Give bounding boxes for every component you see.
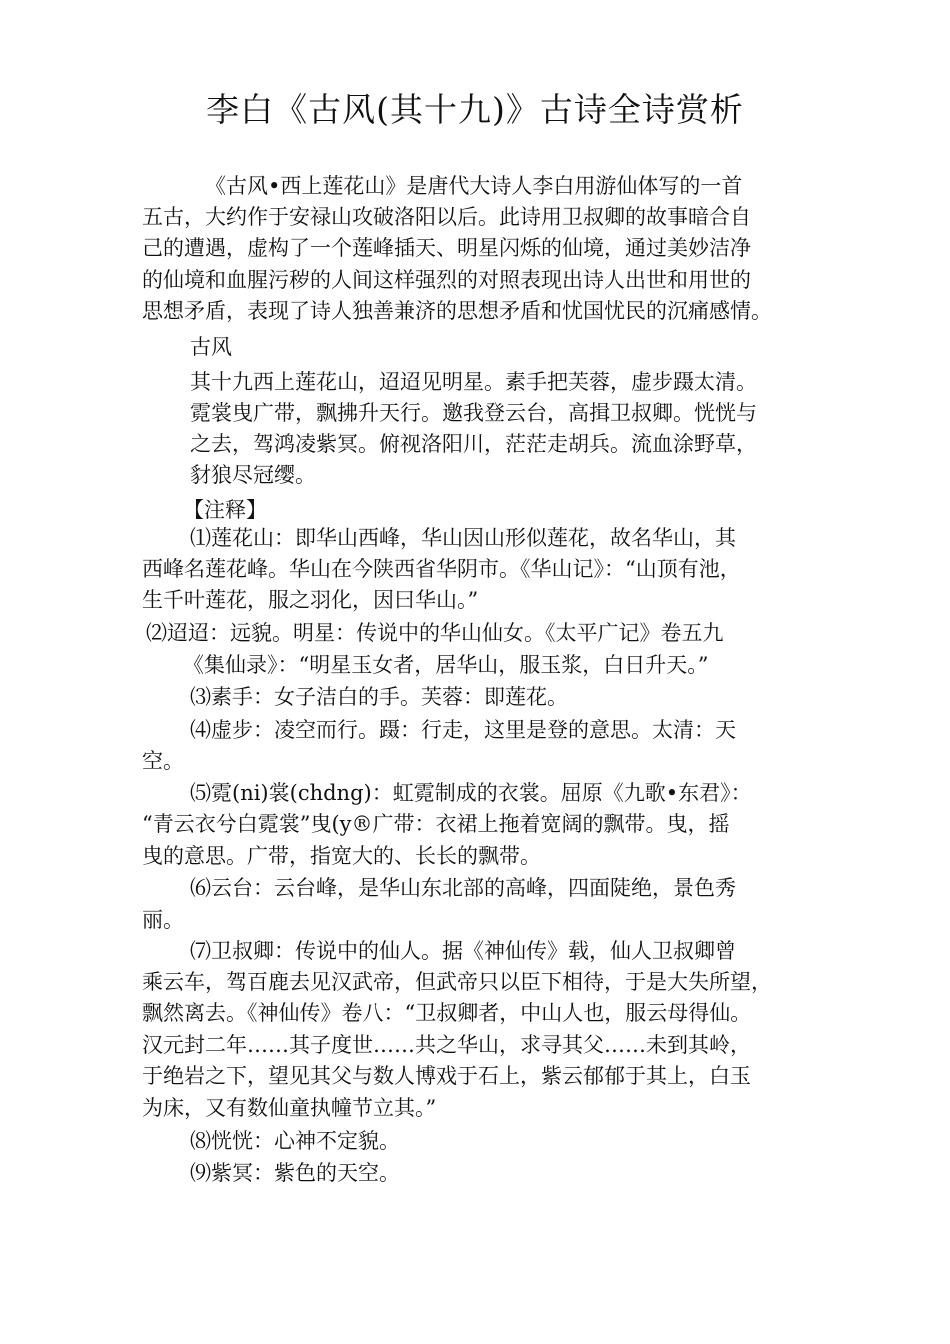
note-line: 曳的意思。广带，指宽大的、长长的飘带。 xyxy=(142,844,541,868)
page-title: 李白《古风(其十九)》古诗全诗赏析 xyxy=(206,90,744,129)
paragraph-line: 五古，大约作于安禄山攻破洛阳以后。此诗用卫叔卿的故事暗合自 xyxy=(142,205,751,229)
paragraph-line: 《古风•西上莲花山》是唐代大诗人李白用游仙体写的一首 xyxy=(205,174,743,198)
note-line: 汉元封二年……其子度世……共之华山，求寻其父……未到其岭， xyxy=(142,1033,751,1057)
note-line: 丽。 xyxy=(142,908,184,932)
note-line: ⑻恍恍：心神不定貌。 xyxy=(190,1129,400,1153)
note-line: 为床，又有数仙童执幢节立其。” xyxy=(142,1096,437,1120)
poem-heading: 古风 xyxy=(190,335,232,359)
note-line: 《集仙录》：“明星玉女者，居华山，服玉浆，白日升天。” xyxy=(183,653,709,677)
note-line: ⑸霓(ni)裳(chdng)：虹霓制成的衣裳。屈原《九歌•东君》： xyxy=(190,781,752,805)
note-line: 空。 xyxy=(142,749,184,773)
paragraph-line: 己的遭遇，虚构了一个莲峰插天、明星闪烁的仙境，通过美妙洁净 xyxy=(142,236,751,260)
paragraph-line: 思想矛盾，表现了诗人独善兼济的思想矛盾和忧国忧民的沉痛感情。 xyxy=(142,299,772,323)
poem-line: 其十九西上莲花山，迢迢见明星。素手把芙蓉，虚步蹑太清。 xyxy=(190,370,757,394)
note-line: 于绝岩之下，望见其父与数人博戏于石上，紫云郁郁于其上，白玉 xyxy=(142,1064,751,1088)
poem-line: 霓裳曳广带，飘拂升天行。邀我登云台，高揖卫叔卿。恍恍与 xyxy=(190,401,757,425)
note-line: “青云衣兮白霓裳”曳(y®广带：衣裙上拖着宽阔的飘带。曳，摇 xyxy=(142,812,730,836)
note-line: 乘云车，驾百鹿去见汉武帝，但武帝只以臣下相待，于是大失所望， xyxy=(142,970,772,994)
note-line: ⑷虚步：凌空而行。蹑：行走，这里是登的意思。太清：天 xyxy=(190,718,736,742)
note-line: 飘然离去。《神仙传》卷八：“卫叔卿者，中山人也，服云母得仙。 xyxy=(142,1001,752,1025)
note-line: 西峰名莲花峰。华山在今陕西省华阴市。《华山记》：“山顶有池， xyxy=(142,557,741,581)
poem-line: 之去，驾鸿凌紫冥。俯视洛阳川，茫茫走胡兵。流血涂野草， xyxy=(190,432,757,456)
note-line: ⑴莲花山：即华山西峰，华山因山形似莲花，故名华山，其 xyxy=(190,526,736,550)
note-line: ⑶素手：女子洁白的手。芙蓉：即莲花。 xyxy=(190,685,568,709)
paragraph-line: 的仙境和血腥污秽的人间这样强烈的对照表现出诗人出世和用世的 xyxy=(142,268,751,292)
note-line: ⑼紫冥：紫色的天空。 xyxy=(190,1161,400,1185)
note-line: 生千叶莲花，服之羽化，因曰华山。” xyxy=(142,588,479,612)
notes-heading: 【注释】 xyxy=(183,498,267,522)
note-line: ⑵迢迢：远貌。明星：传说中的华山仙女。《太平广记》卷五九 xyxy=(146,621,724,645)
note-line: ⑺卫叔卿：传说中的仙人。据《神仙传》载，仙人卫叔卿曾 xyxy=(190,939,736,963)
note-line: ⑹云台：云台峰，是华山东北部的高峰，四面陡绝，景色秀 xyxy=(190,876,736,900)
poem-line: 豺狼尽冠缨。 xyxy=(190,463,316,487)
